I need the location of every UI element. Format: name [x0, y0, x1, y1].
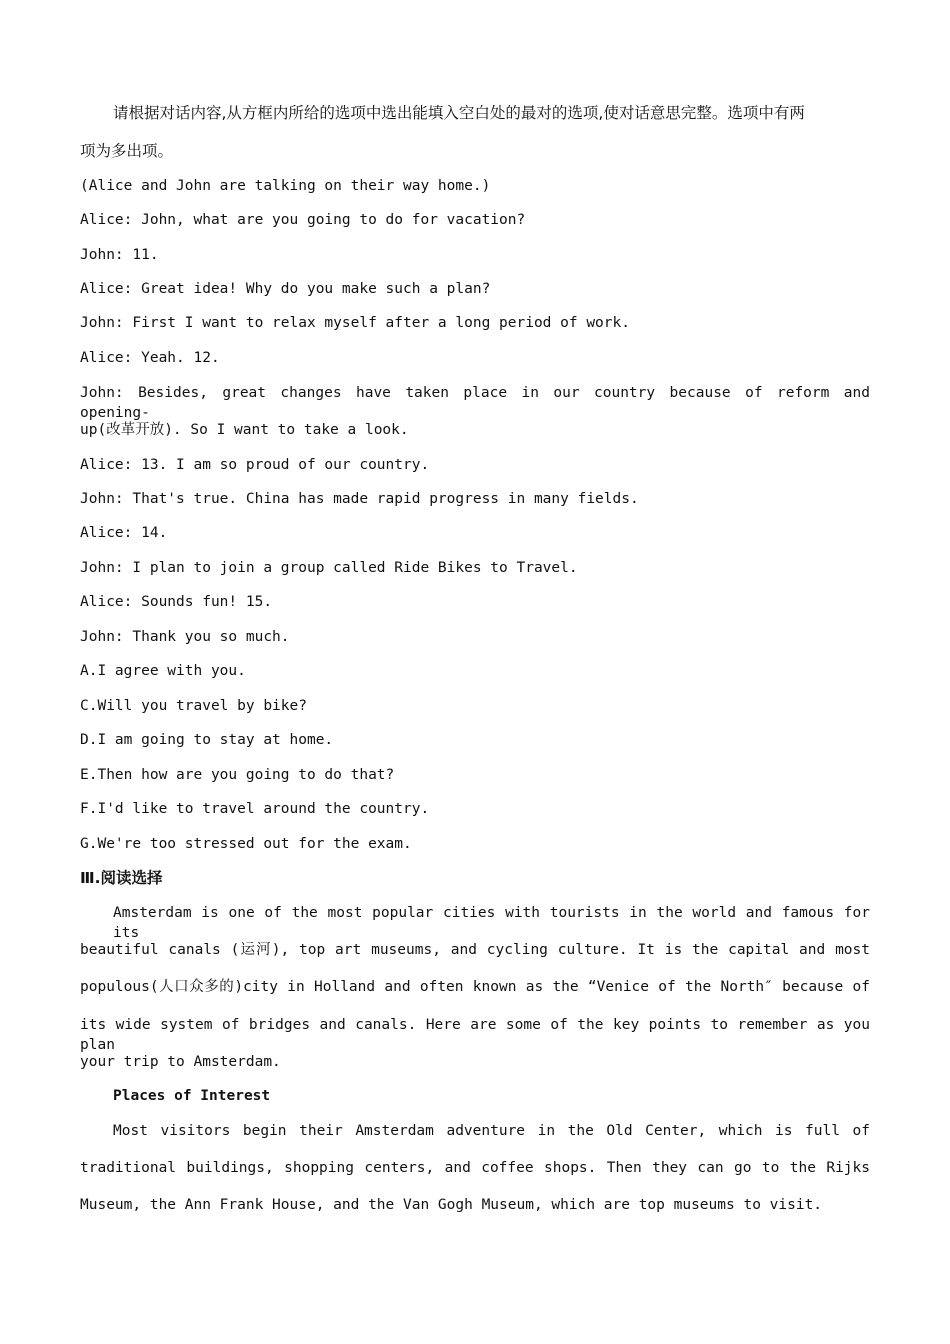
dialogue-line: Alice: 13. I am so proud of our country.: [80, 457, 430, 473]
passage-line: its wide system of bridges and canals. Here are some of the key points to remember as you plan: [80, 1017, 870, 1053]
dialogue-line: John: I plan to join a group called Ride Bikes to Travel.: [80, 560, 578, 576]
dialogue-line: John: First I want to relax myself after a long period of work.: [80, 315, 630, 331]
dialogue-line: John: That's true. China has made rapid progress in many fields.: [80, 491, 639, 507]
passage-line: populous(人口众多的)city in Holland and often known as the “Venice of the North″ because of: [80, 979, 870, 995]
option-line: F.I'd like to travel around the country.: [80, 801, 430, 817]
passage-line: your trip to Amsterdam.: [80, 1054, 281, 1070]
dialogue-line: John: 11.: [80, 247, 159, 263]
dialogue-line: Alice: 14.: [80, 525, 168, 541]
dialogue-line: Alice: Great idea! Why do you make such a plan?: [80, 281, 491, 297]
section-heading: Ⅲ.阅读选择: [80, 869, 163, 887]
subheading: Places of Interest: [113, 1088, 271, 1104]
dialogue-line: John: Thank you so much.: [80, 629, 290, 645]
option-line: E.Then how are you going to do that?: [80, 767, 395, 783]
dialogue-line: (Alice and John are talking on their way home.): [80, 178, 491, 194]
option-line: C.Will you travel by bike?: [80, 698, 307, 714]
dialogue-line: Alice: Yeah. 12.: [80, 350, 220, 366]
option-line: D.I am going to stay at home.: [80, 732, 334, 748]
instructions-line-2: 项为多出项。: [80, 142, 174, 160]
option-line: G.We're too stressed out for the exam.: [80, 836, 412, 852]
passage-line: Amsterdam is one of the most popular cities with tourists in the world and famous for its: [113, 905, 870, 941]
instructions-line-1: 请根据对话内容,从方框内所给的选项中选出能填入空白处的最对的选项,使对话意思完整。选项中有两: [113, 104, 805, 122]
dialogue-line: Alice: John, what are you going to do for vacation?: [80, 212, 526, 228]
dialogue-line: John: Besides, great changes have taken place in our country because of reform and opening-: [80, 385, 870, 421]
option-line: A.I agree with you.: [80, 663, 246, 679]
passage-line: Museum, the Ann Frank House, and the Van Gogh Museum, which are top museums to visit.: [80, 1197, 823, 1213]
passage-line: beautiful canals (运河), top art museums, and cycling culture. It is the capital and most: [80, 942, 870, 958]
dialogue-line: up(改革开放). So I want to take a look.: [80, 422, 409, 438]
passage-line: traditional buildings, shopping centers, and coffee shops. Then they can go to the Rijks: [80, 1160, 870, 1176]
dialogue-line: Alice: Sounds fun! 15.: [80, 594, 273, 610]
passage-line: Most visitors begin their Amsterdam adventure in the Old Center, which is full of: [113, 1123, 870, 1139]
